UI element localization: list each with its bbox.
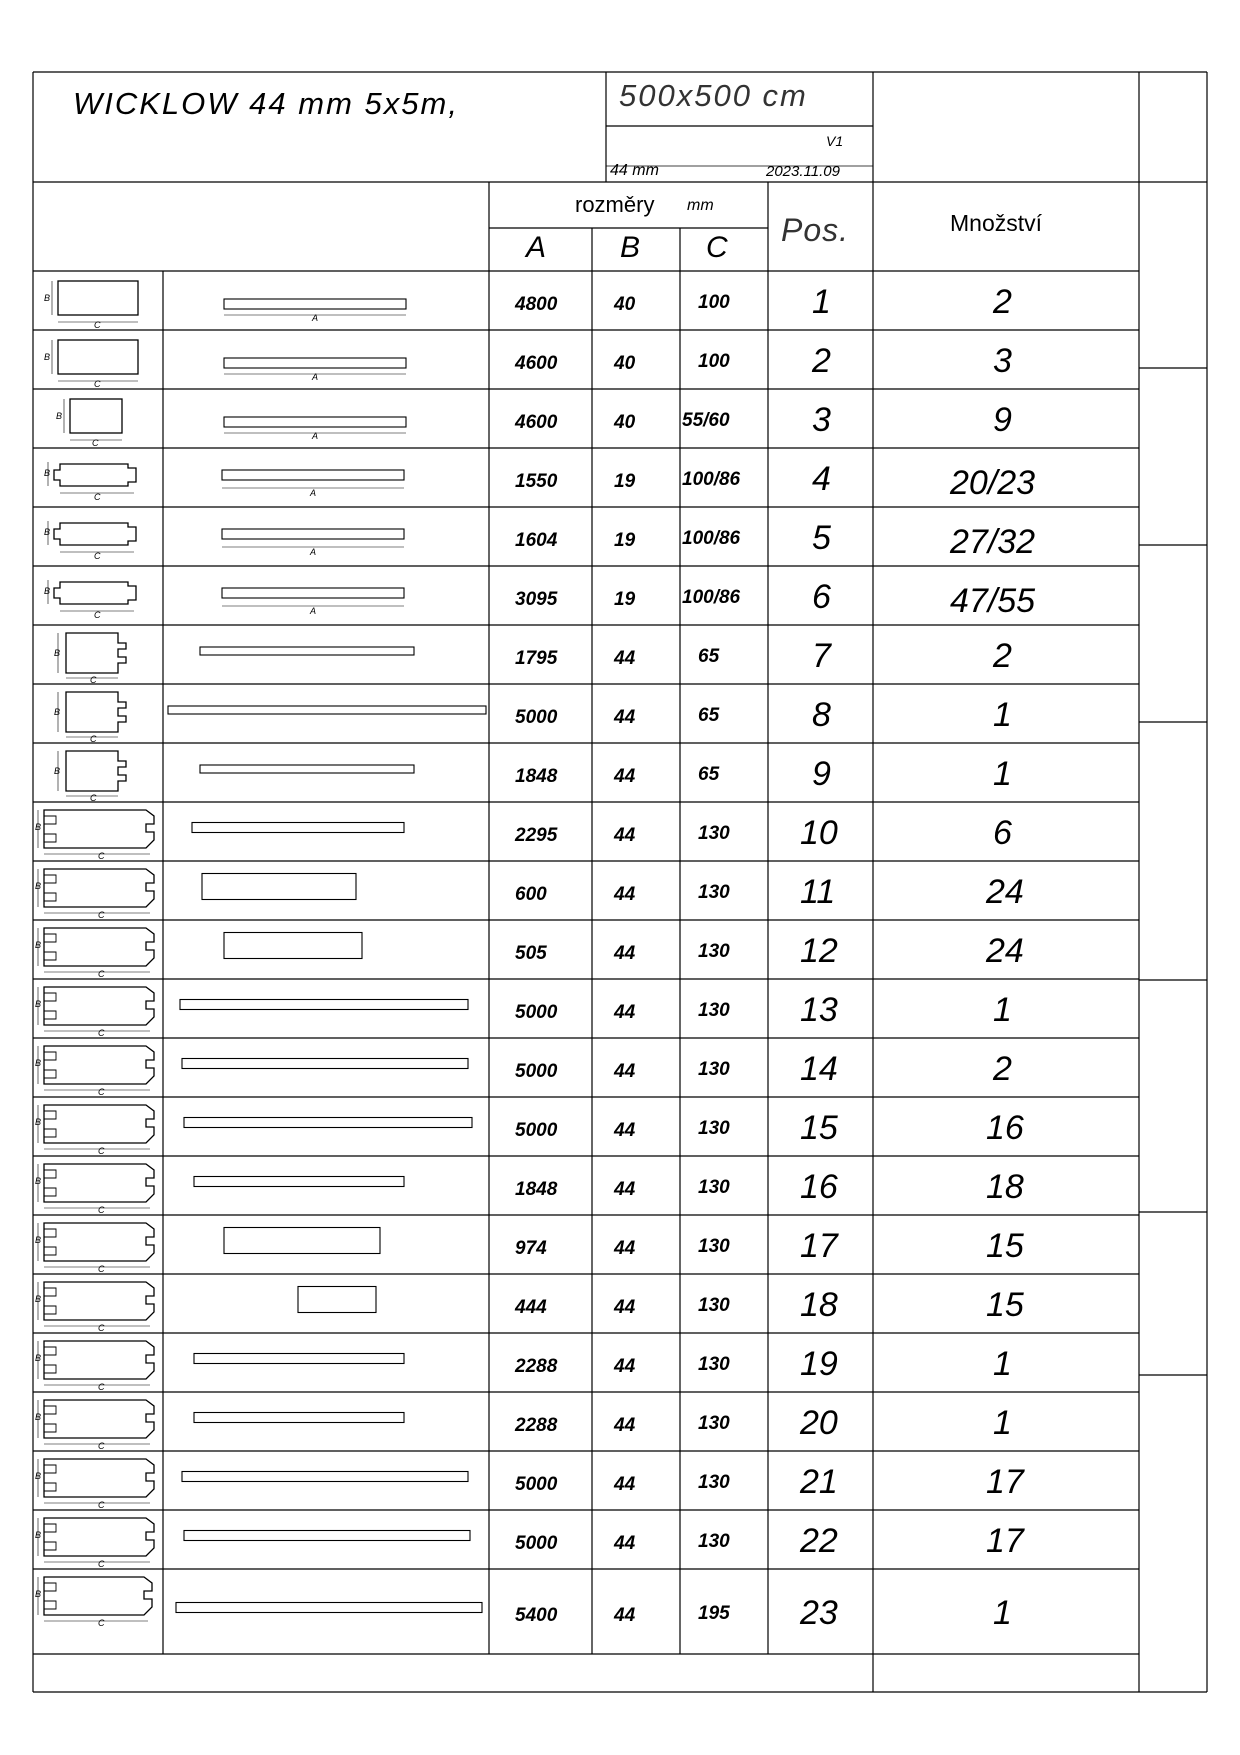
board-elevation-drawing [222,588,404,598]
dimension-c-value: 130 [698,1471,730,1493]
board-elevation-drawing [222,470,404,480]
dimension-a-value: 2288 [515,1414,558,1436]
dimension-b-value: 44 [614,1178,636,1200]
wide-log-profile-icon [44,1577,152,1615]
dimension-c-value: 195 [698,1602,730,1624]
dimension-b-label: B [35,1412,42,1422]
dimension-b-label: B [35,822,42,832]
log-elevation-drawing [200,647,414,655]
dimension-c-value: 130 [698,881,730,903]
log-elevation-drawing [168,706,486,714]
dimension-c-label: C [98,1146,105,1156]
dimension-c-label: C [98,1205,105,1215]
dimension-a-value: 1848 [515,765,558,787]
dimension-c-label: C [90,675,97,685]
floor-board-profile-icon [54,582,136,604]
dimension-c-label: C [98,1441,105,1451]
dimension-c-label: C [98,851,105,861]
dimension-b-label: B [35,1058,42,1068]
dimension-b-value: 44 [614,1001,636,1023]
dimension-b-label: B [35,1353,42,1363]
position-number: 11 [800,872,836,911]
log-elevation-drawing [224,1228,380,1254]
dimension-b-label: B [54,707,61,717]
dimension-c-value: 65 [698,704,720,726]
dimension-b-label: B [35,1294,42,1304]
floor-board-profile-icon [54,464,136,486]
quantity-value: 1 [993,754,1012,793]
dimension-a-label: A [310,606,317,616]
quantity-value: 15 [986,1285,1024,1324]
dimension-b-value: 44 [614,1473,636,1495]
position-number: 1 [812,282,831,321]
dimension-b-label: B [35,1530,42,1540]
dimension-b-label: B [35,1117,42,1127]
position-number: 16 [800,1167,838,1206]
log-elevation-drawing [180,1000,468,1010]
dimension-b-value: 44 [614,942,636,964]
dimension-b-label: B [56,411,63,421]
dimension-c-label: C [94,379,101,389]
dimension-b-label: B [35,1235,42,1245]
log-elevation-drawing [176,1603,482,1613]
dimension-c-label: C [94,320,101,330]
position-number: 7 [812,636,831,675]
position-number: 8 [812,695,831,734]
floor-board-profile-icon [54,523,136,545]
dimension-c-value: 130 [698,999,730,1021]
log-elevation-drawing [182,1472,468,1482]
dimension-b-label: B [54,648,61,658]
log-elevation-drawing [194,1177,404,1187]
dimension-b-value: 44 [614,647,636,669]
log-elevation-drawing [224,933,362,959]
dimension-c-label: C [98,1264,105,1274]
position-header: Pos. [781,212,850,248]
log-profile-icon [44,1223,154,1261]
log-elevation-drawing [182,1059,468,1069]
dimension-b-label: B [35,940,42,950]
log-groove-lines [44,1583,56,1609]
small-log-profile-icon [66,692,126,732]
log-elevation-drawing [200,765,414,773]
dimension-a-value: 1550 [515,470,558,492]
position-number: 10 [800,813,838,852]
quantity-value: 1 [993,1403,1012,1442]
log-groove-lines [44,1111,56,1137]
dimension-c-label: C [90,734,97,744]
position-number: 15 [800,1108,838,1147]
dimension-a-label: A [310,547,317,557]
dimension-a-value: 5000 [515,1001,558,1023]
log-groove-lines [44,1524,56,1550]
log-profile-icon [44,1400,154,1438]
log-elevation-drawing [202,874,356,900]
dimension-b-label: B [35,1589,42,1599]
sheet-title: WICKLOW 44 mm 5x5m, [73,86,459,121]
dimension-b-value: 44 [614,765,636,787]
small-rect-profile-icon [70,399,122,433]
dimension-c-label: C [98,1323,105,1333]
dimension-c-label: C [98,1500,105,1510]
quantity-value: 1 [993,1593,1012,1632]
dimension-b-label: B [44,293,51,303]
dimension-b-value: 44 [614,1604,636,1626]
log-groove-lines [44,875,56,901]
dimension-b-label: B [35,999,42,1009]
log-elevation-drawing [194,1413,404,1423]
log-profile-icon [44,1282,154,1320]
dimension-c-value: 65 [698,645,720,667]
quantity-value: 2 [993,1049,1012,1088]
wall-thickness: 44 mm [610,162,659,179]
log-elevation-drawing [192,823,404,833]
dimension-c-label: C [92,438,99,448]
version-label: V1 [826,133,844,149]
log-profile-icon [44,987,154,1025]
log-groove-lines [44,1347,56,1373]
log-groove-lines [44,1288,56,1314]
dimension-b-label: B [44,527,51,537]
column-b-header: B [620,231,641,264]
position-number: 4 [812,459,831,498]
log-groove-lines [44,1229,56,1255]
board-elevation-drawing [224,417,406,427]
dimension-c-value: 130 [698,1117,730,1139]
position-number: 18 [800,1285,838,1324]
log-profile-icon [44,1105,154,1143]
board-elevation-drawing [222,529,404,539]
log-elevation-drawing [298,1287,376,1313]
dimension-c-value: 55/60 [682,409,730,431]
log-elevation-drawing [184,1118,472,1128]
dimension-b-value: 44 [614,1060,636,1082]
column-a-header: A [526,231,547,264]
dimension-b-label: B [44,352,51,362]
dimension-c-value: 100/86 [682,586,741,608]
dimension-c-label: C [94,492,101,502]
dimension-c-value: 130 [698,1294,730,1316]
quantity-value: 24 [986,931,1024,970]
quantity-value: 47/55 [950,581,1036,620]
log-elevation-drawing [184,1531,470,1541]
dimension-b-value: 19 [614,588,636,610]
dimension-a-value: 5000 [515,1119,558,1141]
dimension-b-value: 40 [614,411,636,433]
dimension-c-value: 100 [698,350,730,372]
dimension-c-label: C [98,910,105,920]
dimension-a-value: 5000 [515,706,558,728]
dimension-b-label: B [35,1176,42,1186]
dimension-c-value: 130 [698,1412,730,1434]
dimension-b-value: 44 [614,1119,636,1141]
position-number: 9 [812,754,831,793]
quantity-value: 15 [986,1226,1024,1265]
dimension-c-value: 100/86 [682,527,741,549]
dimensions-header: rozměry [575,192,655,217]
dimension-b-value: 19 [614,529,636,551]
dimension-c-label: C [98,969,105,979]
dimension-a-value: 4600 [515,352,558,374]
rect-profile-icon [58,340,138,374]
log-profile-icon [44,1459,154,1497]
small-log-profile-icon [66,751,126,791]
log-profile-icon [44,1164,154,1202]
overall-size: 500x500 cm [619,78,808,113]
dimension-a-label: A [310,488,317,498]
log-groove-lines [44,1170,56,1196]
log-groove-lines [44,1406,56,1432]
quantity-value: 6 [993,813,1012,852]
log-groove-lines [44,816,56,842]
quantity-value: 1 [993,1344,1012,1383]
dimension-c-label: C [90,793,97,803]
log-groove-lines [44,1052,56,1078]
rect-profile-icon [58,281,138,315]
log-groove-lines [44,1465,56,1491]
quantity-value: 20/23 [950,463,1036,502]
dimension-c-label: C [94,551,101,561]
quantity-value: 18 [986,1167,1024,1206]
log-profile-icon [44,810,154,848]
dimension-c-value: 130 [698,940,730,962]
quantity-value: 17 [986,1462,1024,1501]
position-number: 3 [812,400,831,439]
dimension-b-value: 44 [614,1532,636,1554]
log-profile-icon [44,928,154,966]
log-profile-icon [44,869,154,907]
quantity-value: 9 [993,400,1012,439]
dimension-b-label: B [44,586,51,596]
dimension-a-value: 1795 [515,647,558,669]
dimension-a-value: 4800 [515,293,558,315]
log-groove-lines [44,993,56,1019]
dimension-c-label: C [98,1382,105,1392]
dimension-c-value: 130 [698,1530,730,1552]
quantity-value: 2 [993,636,1012,675]
log-elevation-drawing [194,1354,404,1364]
quantity-value: 16 [986,1108,1024,1147]
dimension-c-label: C [98,1087,105,1097]
dimension-b-value: 40 [614,352,636,374]
dimension-c-label: C [98,1559,105,1569]
dimensions-unit: mm [687,197,714,214]
dimension-a-value: 4600 [515,411,558,433]
position-number: 22 [800,1521,838,1560]
quantity-value: 27/32 [950,522,1036,561]
dimension-b-value: 40 [614,293,636,315]
board-elevation-drawing [224,299,406,309]
dimension-c-value: 100 [698,291,730,313]
position-number: 5 [812,518,831,557]
dimension-b-value: 44 [614,883,636,905]
dimension-b-value: 44 [614,1237,636,1259]
position-number: 14 [800,1049,838,1088]
dimension-a-value: 2288 [515,1355,558,1377]
dimension-a-value: 5000 [515,1473,558,1495]
dimension-c-value: 130 [698,1058,730,1080]
quantity-value: 24 [986,872,1024,911]
position-number: 20 [800,1403,838,1442]
dimension-a-value: 3095 [515,588,558,610]
quantity-value: 17 [986,1521,1024,1560]
quantity-value: 1 [993,990,1012,1029]
log-profile-icon [44,1518,154,1556]
log-profile-icon [44,1046,154,1084]
board-elevation-drawing [224,358,406,368]
dimension-c-value: 130 [698,1235,730,1257]
dimension-b-label: B [35,1471,42,1481]
dimension-c-label: C [98,1618,105,1628]
dimension-a-value: 5400 [515,1604,558,1626]
dimension-a-label: A [312,372,319,382]
dimension-b-label: B [54,766,61,776]
position-number: 19 [800,1344,838,1383]
dimension-c-label: C [94,610,101,620]
position-number: 2 [812,341,831,380]
position-number: 23 [800,1593,838,1632]
dimension-c-value: 130 [698,1353,730,1375]
position-number: 13 [800,990,838,1029]
position-number: 21 [800,1462,838,1501]
dimension-a-value: 600 [515,883,547,905]
dimension-c-value: 130 [698,822,730,844]
quantity-value: 3 [993,341,1012,380]
position-number: 17 [800,1226,838,1265]
log-groove-lines [44,934,56,960]
dimension-a-label: A [312,313,319,323]
position-number: 12 [800,931,838,970]
quantity-value: 2 [993,282,1012,321]
dimension-a-label: A [312,431,319,441]
dimension-c-label: C [98,1028,105,1038]
position-number: 6 [812,577,831,616]
dimension-a-value: 1604 [515,529,558,551]
quantity-value: 1 [993,695,1012,734]
column-c-header: C [706,231,728,264]
log-profile-icon [44,1341,154,1379]
dimension-b-value: 19 [614,470,636,492]
dimension-a-value: 444 [515,1296,547,1318]
dimension-a-value: 1848 [515,1178,558,1200]
dimension-a-value: 5000 [515,1532,558,1554]
dimension-b-label: B [35,881,42,891]
dimension-b-value: 44 [614,1414,636,1436]
dimension-b-value: 44 [614,1355,636,1377]
dimension-a-value: 5000 [515,1060,558,1082]
dimension-a-value: 2295 [515,824,558,846]
dimension-b-value: 44 [614,824,636,846]
dimension-a-value: 505 [515,942,547,964]
dimension-b-label: B [44,468,51,478]
quantity-header: Množství [950,210,1043,236]
small-log-profile-icon [66,633,126,673]
drawing-date: 2023.11.09 [766,163,840,180]
dimension-b-value: 44 [614,706,636,728]
dimension-a-value: 974 [515,1237,547,1259]
dimension-c-value: 100/86 [682,468,741,490]
dimension-b-value: 44 [614,1296,636,1318]
dimension-c-value: 65 [698,763,720,785]
dimension-c-value: 130 [698,1176,730,1198]
